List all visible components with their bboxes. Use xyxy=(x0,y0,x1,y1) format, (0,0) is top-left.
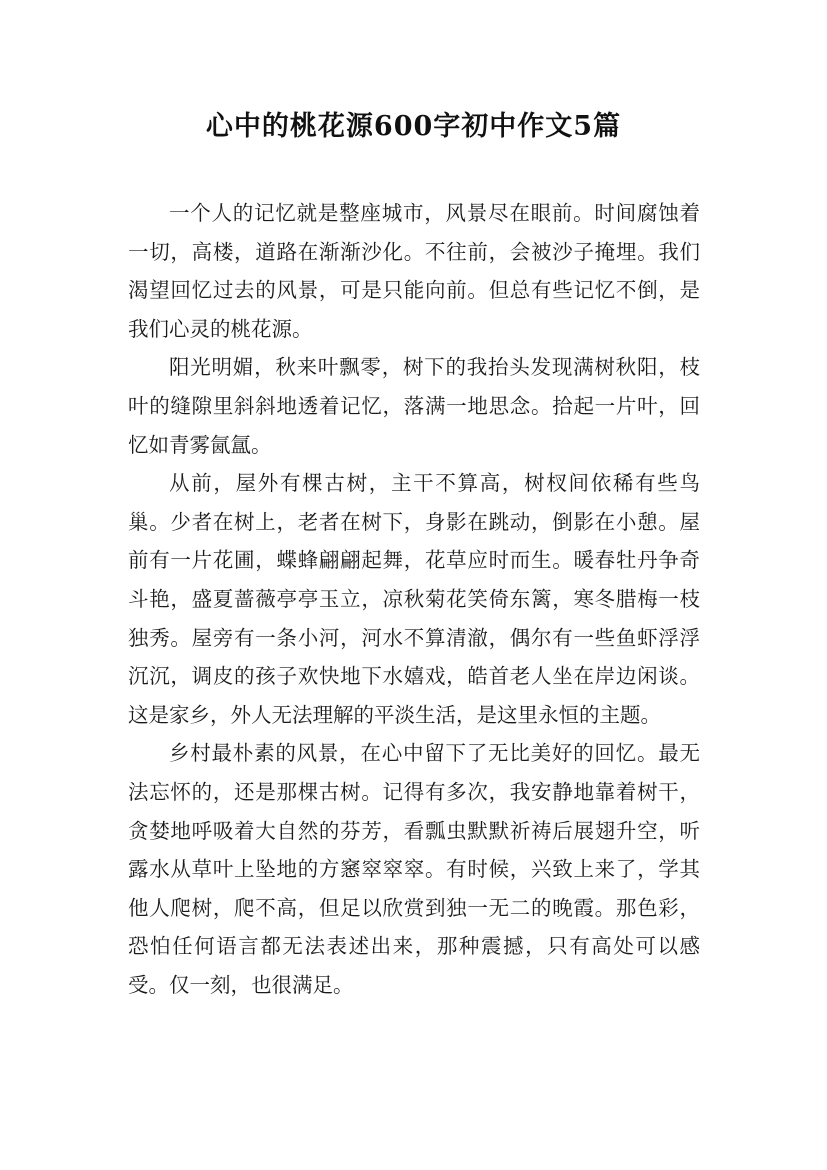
paragraph: 从前，屋外有棵古树，主干不算高，树杈间依稀有些鸟巢。少者在树上，老者在树下，身影在跳动，倒影在小憩。屋前有一片花圃，蝶蜂翩翩起舞，花草应时而生。暖春牡丹争奇斗艳，盛夏蔷薇亭亭玉立，凉秋菊花笑倚东篱，寒冬腊梅一枝独秀。屋旁有一条小河，河水不算清澈，偶尔有一些鱼虾浮浮沉沉，调皮的孩子欢快地下水嬉戏，皓首老人坐在岸边闲谈。这是家乡，外人无法理解的平淡生活，是这里永恒的主题。 xyxy=(128,471,700,727)
document-body xyxy=(128,194,700,1004)
document-title: 心中的桃花源600字初中作文5篇 xyxy=(205,111,622,142)
paragraph: 乡村最朴素的风景，在心中留下了无比美好的回忆。最无法忘怀的，还是那棵古树。记得有多次，我安静地靠着树干，贪婪地呼吸着大自然的芬芳，看瓢虫默默祈祷后展翅升空，听露水从草叶上坠地的方窸窣窣窣。有时候，兴致上来了，学其他人爬树，爬不高，但足以欣赏到独一无二的晚霞。那色彩，恐怕任何语言都无法表述出来，那种震撼，只有高处可以感受。仅一刻，也很满足。 xyxy=(128,741,700,997)
paragraph: 阳光明媚，秋来叶飘零，树下的我抬头发现满树秋阳，枝叶的缝隙里斜斜地透着记忆，落满一地思念。拾起一片叶，回忆如青雾氤氲。 xyxy=(128,355,700,457)
paragraph: 一个人的记忆就是整座城市，风景尽在眼前。时间腐蚀着一切，高楼，道路在渐渐沙化。不往前，会被沙子掩埋。我们渴望回忆过去的风景，可是只能向前。但总有些记忆不倒，是我们心灵的桃花源。 xyxy=(128,201,700,341)
